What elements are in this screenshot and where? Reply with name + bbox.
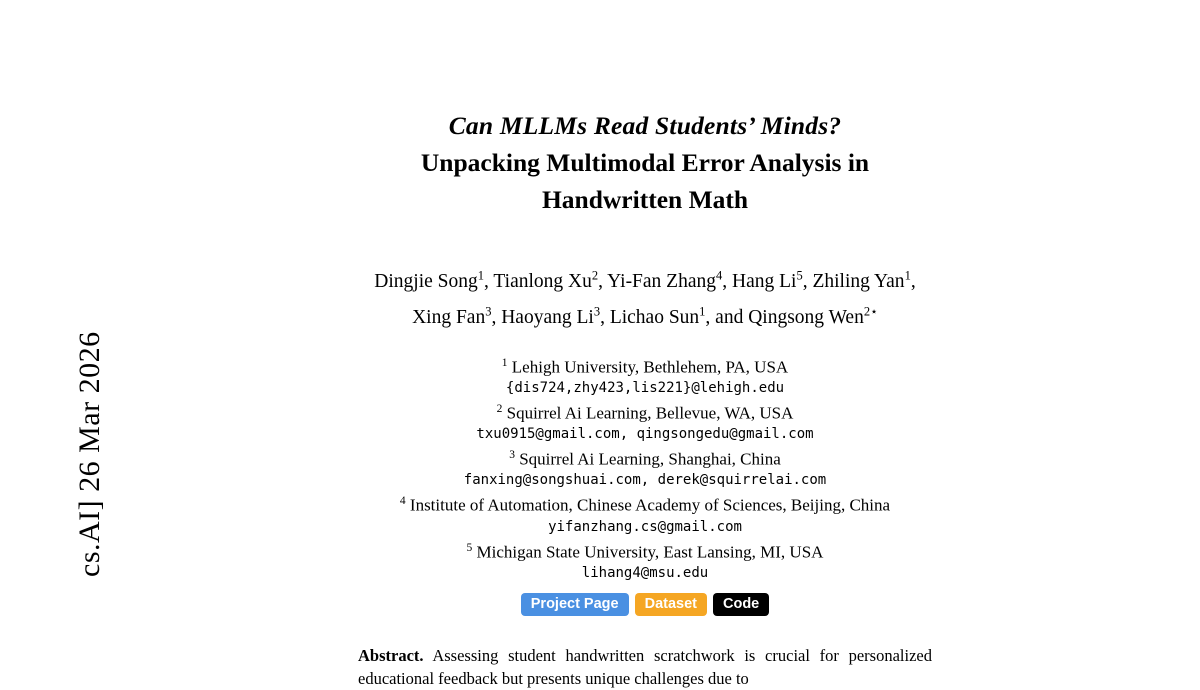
author-5: Zhiling Yan$^1$, [812, 268, 916, 292]
paper-title [90, 108, 1200, 218]
author-8: Lichao Sun$^1$, and [609, 304, 749, 328]
affiliation-5-emails: lihang4@msu.edu [581, 564, 709, 581]
affiliation-1: $^1$ Lehigh University, Bethlehem, PA, USA [501, 357, 789, 377]
title-line-2: Unpacking Multimodal Error Analysis in [420, 148, 870, 177]
author-line-1 [90, 260, 1200, 297]
author-6: Xing Fan$^3$, [412, 304, 502, 328]
affiliation-1-emails: {dis724,zhy423,lis221}@lehigh.edu [505, 380, 785, 397]
project-page-badge[interactable]: Project Page [521, 593, 629, 616]
author-line-2 [90, 297, 1200, 334]
code-badge[interactable]: Code [713, 593, 769, 616]
abstract-heading: Abstract. [358, 645, 424, 665]
affiliation-4: $^4$ Institute of Automation, Chinese Academy of Sciences, Beijing, China [399, 495, 891, 516]
affiliation-2-emails: txu0915@gmail.com, qingsongedu@gmail.com [476, 426, 814, 443]
author-9: Qingsong Wen$^{2⋆}$ [748, 304, 878, 328]
affiliation-2: $^2$ Squirrel Ai Learning, Bellevue, WA, USA [496, 403, 794, 423]
abstract-paragraph [358, 644, 932, 690]
abstract-text: Assessing student handwritten scratchwork is crucial for personalized educational feedback but presents unique challenges due to [358, 645, 932, 688]
arxiv-stamp-text: cs.AI] 26 Mar 2026 [73, 331, 106, 577]
author-1: Dingjie Song$^1$, [374, 268, 494, 292]
author-list [90, 260, 1200, 333]
affiliation-4-emails: yifanzhang.cs@gmail.com [548, 518, 742, 535]
author-7: Haoyang Li$^3$, [501, 304, 610, 328]
author-4: Hang Li$^5$, [732, 268, 813, 292]
affiliation-list [90, 353, 1200, 584]
affiliation-3: $^3$ Squirrel Ai Learning, Shanghai, China [509, 449, 781, 469]
affiliation-3-emails: fanxing@songshuai.com, derek@squirrelai.com [463, 472, 827, 489]
dataset-badge[interactable]: Dataset [635, 593, 707, 616]
author-3: Yi-Fan Zhang$^4$, [607, 268, 732, 292]
author-2: Tianlong Xu$^2$, [493, 268, 608, 292]
paper-page [90, 0, 1200, 688]
title-line-1: Can MLLMs Read Students’ Minds? [448, 111, 842, 140]
link-badges [90, 593, 1200, 616]
title-line-3: Handwritten Math [541, 185, 749, 214]
arxiv-margin-stamp [0, 0, 106, 648]
affiliation-5: $^5$ Michigan State University, East Lansing, MI, USA [466, 541, 824, 562]
